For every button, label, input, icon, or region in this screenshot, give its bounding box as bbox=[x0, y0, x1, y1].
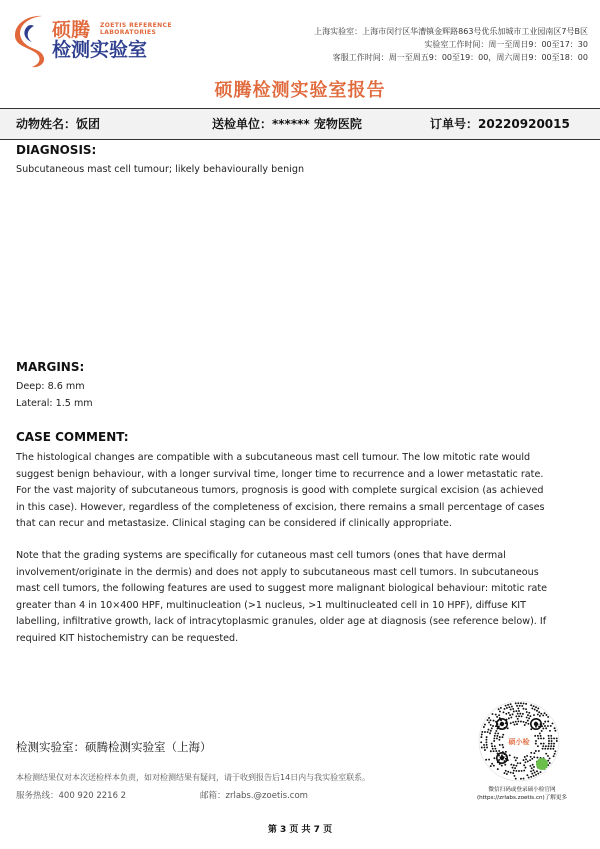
case-comment-paragraph-1 bbox=[16, 450, 545, 533]
qr-code-icon[interactable] bbox=[478, 700, 560, 782]
margins-heading: MARGINS: bbox=[16, 360, 85, 374]
lab-hours: 实验室工作时间：周一至周日9：00至17：30 bbox=[424, 40, 588, 49]
qr-green-badge bbox=[536, 758, 548, 770]
contact-email[interactable]: 邮箱：zrlabs.@zoetis.com bbox=[200, 791, 308, 801]
lab-address: 上海实验室：上海市闵行区华漕镇金辉路863号优乐加城市工业园南区7号B区 bbox=[314, 27, 588, 36]
submitting-clinic: 送检单位：****** 宠物医院 bbox=[212, 117, 362, 131]
margin-deep: Deep: 8.6 mm bbox=[16, 381, 85, 392]
lab-name: 检测实验室：硕腾检测实验室（上海） bbox=[16, 740, 212, 754]
zoetis-swirl-icon bbox=[12, 12, 52, 68]
margin-lateral: Lateral: 1.5 mm bbox=[16, 398, 93, 409]
logo-chinese-text: 硕腾 检测实验室 bbox=[52, 19, 148, 61]
text-line: The histological changes are compatible with a subcutaneous mast cell tumour. The low mitotic rate would bbox=[16, 452, 531, 463]
text-line: that can recur and metastasize. Clinical staging can be considered if clinically appropriate. bbox=[16, 518, 452, 529]
patient-info-bar bbox=[0, 108, 600, 140]
report-title: 硕腾检测实验室报告 bbox=[214, 80, 386, 101]
company-logo bbox=[12, 12, 187, 70]
text-line: labelling, infiltrative growth, lack of intracytoplasmic granules, older age at diagnosis (see reference below). If bbox=[16, 616, 547, 627]
qr-caption: 微信扫码或登录硕小检官网 (https://zrlabs.zoetis.cn)了解更多 bbox=[476, 787, 568, 801]
qr-center-label: 硕小检 bbox=[508, 738, 530, 746]
disclaimer: 本检测结果仅对本次送检样本负责，如对检测结果有疑问，请于收到报告后14日内与我实验室联系。 bbox=[16, 773, 371, 782]
text-line: For the vast majority of subcutaneous tumors, prognosis is good with complete surgical excision (as achieved bbox=[16, 485, 544, 496]
text-line: mast cell tumors, the following features are used to suggest more malignant biological behaviour: mitotic rate bbox=[16, 583, 548, 594]
page-number: 第 3 页 共 7 页 bbox=[267, 825, 333, 835]
lab-address-block bbox=[314, 25, 588, 64]
text-line: required KIT histochemistry can be requested. bbox=[16, 632, 239, 644]
order-number: 订单号：20220920015 bbox=[430, 117, 570, 131]
diagnosis-text: Subcutaneous mast cell tumour; likely behaviourally benign bbox=[16, 164, 305, 175]
case-comment-heading: CASE COMMENT: bbox=[16, 430, 129, 444]
text-line: in this case). However, regardless of the completeness of excision, there remains a small percentage of cases bbox=[16, 501, 545, 513]
text-line: involvement/originate in the dermis) and does not apply to subcutaneous mast cell tumors. In subcutaneous bbox=[16, 566, 539, 578]
case-comment-paragraph-2 bbox=[16, 548, 547, 647]
diagnosis-heading: DIAGNOSIS: bbox=[16, 143, 97, 157]
service-hours: 客服工作时间：周一至周五9：00至19：00，周六周日9：00至18：00 bbox=[332, 53, 588, 62]
service-hotline: 服务热线：400 920 2216 2 bbox=[16, 791, 127, 801]
text-line: greater than 4 in 10×400 HPF, multinucleation (>1 nucleus, >1 multinucleated cell in 10 HPF), diffuse KIT bbox=[16, 599, 526, 611]
text-line: suggest benign behaviour, with a longer survival time, longer time to recurrence and a lower metastatic rate. bbox=[16, 468, 544, 480]
logo-english-text: ZOETIS REFERENCE LABORATORIES bbox=[100, 22, 172, 36]
text-line: Note that the grading systems are specifically for cutaneous mast cell tumors (ones that have dermal bbox=[16, 550, 506, 561]
pet-name: 动物姓名：饭团 bbox=[16, 117, 101, 131]
